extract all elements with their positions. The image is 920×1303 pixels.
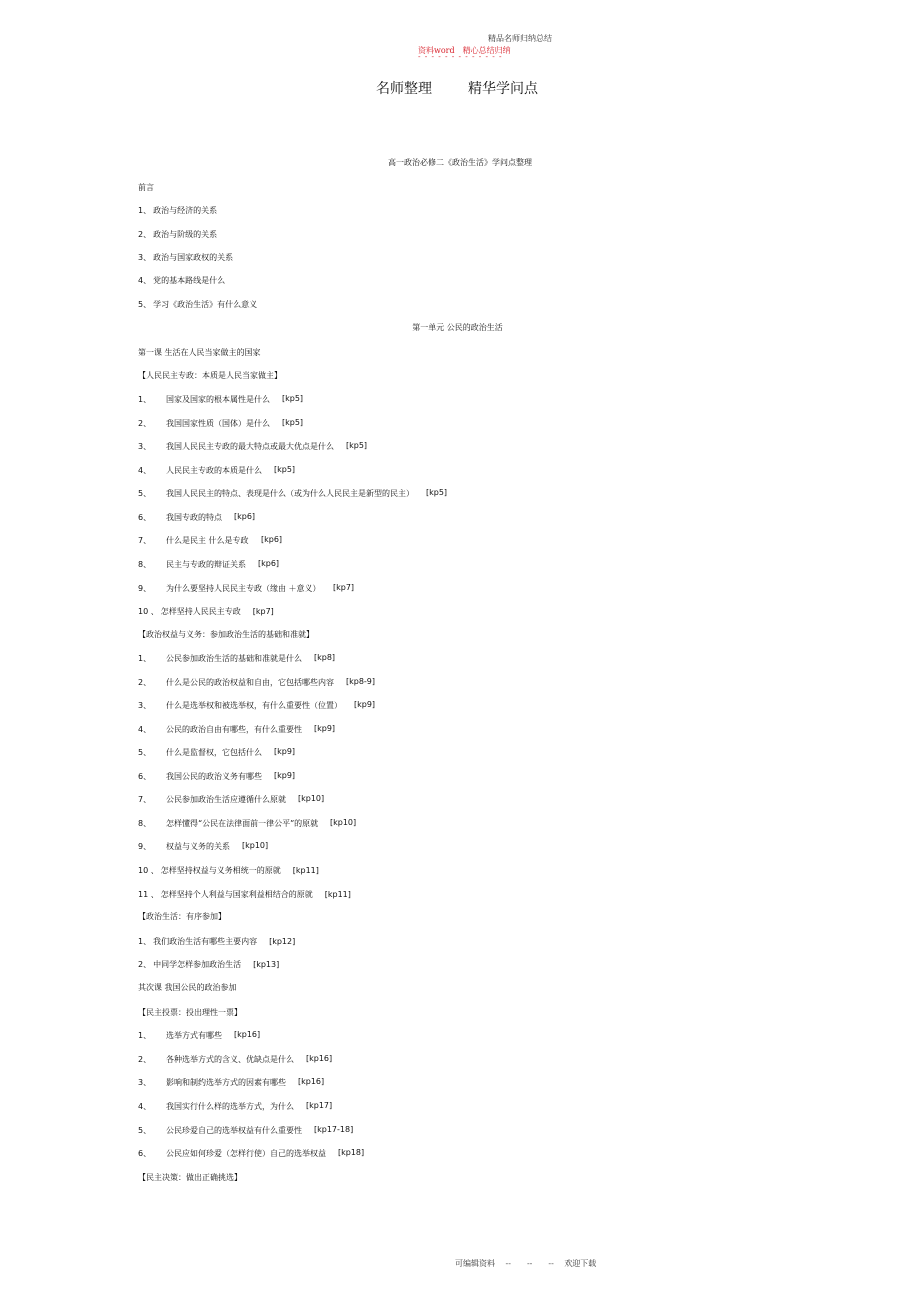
item-text: 我国人民民主的特点、表现是什么（或为什么人民民主是新型的民主） — [166, 489, 414, 498]
page-ref: [kp8-9] — [346, 677, 376, 686]
outline-item — [138, 653, 336, 664]
item-text: 公民珍爱自己的选举权益有什么重要性 — [166, 1126, 302, 1135]
item-number: 6、 — [138, 772, 152, 781]
item-number: 2、 — [138, 1055, 152, 1064]
item-number: 2、 — [138, 419, 152, 428]
item-number: 1、 — [138, 395, 152, 404]
outline-item — [138, 1125, 354, 1136]
item-text: 中同学怎样参加政治生活 — [153, 960, 242, 969]
unit-title: 第一单元 公民的政治生活 — [412, 323, 503, 332]
page-ref: [kp5] — [282, 418, 304, 427]
page-ref: [kp6] — [234, 512, 256, 521]
page-ref: [kp8] — [314, 653, 336, 662]
header-note: 精品名师归纳总结 — [488, 34, 552, 43]
item-number: 5、 — [138, 300, 152, 309]
item-number: 1、 — [138, 206, 152, 215]
outline-item — [138, 275, 225, 286]
outline-item — [138, 865, 319, 876]
page-ref: [kp10] — [242, 841, 269, 850]
outline-item — [138, 700, 376, 711]
outline-item — [138, 1030, 261, 1041]
page-title-part1: 名师整理 — [376, 81, 432, 97]
footer-dash: -- — [505, 1259, 511, 1268]
item-text: 【民主决策：做出正确挑选】 — [138, 1173, 242, 1182]
outline-item — [138, 441, 368, 452]
item-text: 政治与阶级的关系 — [153, 230, 218, 239]
outline-item — [138, 1007, 242, 1018]
page-ref: [kp11] — [292, 866, 319, 875]
item-number: 3、 — [138, 1078, 152, 1087]
item-text: 我国人民民主专政的最大特点或最大优点是什么 — [166, 442, 334, 451]
item-text: 各种选举方式的含义、优缺点是什么 — [166, 1055, 294, 1064]
page-ref: [kp9] — [354, 700, 376, 709]
outline-item — [138, 747, 296, 758]
item-text: 什么是民主 什么是专政 — [166, 536, 249, 545]
footer-dash: -- — [548, 1259, 554, 1268]
outline-item — [138, 794, 325, 805]
item-number: 5、 — [138, 1126, 152, 1135]
page-ref: [kp18] — [338, 1148, 365, 1157]
item-text: 我国国家性质（国体）是什么 — [166, 419, 270, 428]
page-ref: [kp11] — [324, 890, 351, 899]
item-text: 人民民主专政的本质是什么 — [166, 466, 262, 475]
item-number: 2、 — [138, 678, 152, 687]
page-ref: [kp6] — [261, 535, 283, 544]
outline-item — [138, 936, 295, 947]
item-number: 4、 — [138, 725, 152, 734]
item-number: 3、 — [138, 701, 152, 710]
item-text: 【政治权益与义务：参加政治生活的基础和准就】 — [138, 630, 314, 639]
item-text: 我国实行什么样的选举方式，为什么 — [166, 1102, 294, 1111]
page-ref: [kp5] — [274, 465, 296, 474]
header-red-left: 资料word — [418, 46, 455, 55]
footer-right: 欢迎下载 — [564, 1259, 597, 1268]
outline-item — [138, 982, 237, 993]
item-text: 党的基本路线是什么 — [153, 276, 226, 285]
item-text: 政治与经济的关系 — [153, 206, 218, 215]
item-text: 【人民民主专政：本质是人民当家做主】 — [138, 371, 282, 380]
page-ref: [kp5] — [346, 441, 368, 450]
item-number: 10 、 — [138, 607, 159, 616]
item-text: 学习《政治生活》有什么意义 — [153, 300, 258, 309]
header-red-dashes: - - - - - - - - - - - - - — [418, 53, 503, 61]
item-number: 7、 — [138, 536, 152, 545]
item-number: 6、 — [138, 513, 152, 522]
outline-item — [138, 583, 355, 594]
item-number: 4、 — [138, 1102, 152, 1111]
page-ref: [kp6] — [258, 559, 280, 568]
page-ref: [kp10] — [330, 818, 357, 827]
item-number: 10 、 — [138, 866, 159, 875]
outline-item — [138, 911, 226, 922]
header-red-right: 精心总结归纳 — [462, 46, 511, 55]
outline-item — [138, 559, 280, 570]
item-text: 【政治生活：有序参加】 — [138, 912, 226, 921]
item-text: 公民的政治自由有哪些，有什么重要性 — [166, 725, 302, 734]
item-text: 【民主投票：投出理性一票】 — [138, 1008, 242, 1017]
outline-item — [138, 677, 376, 688]
page-ref: [kp13] — [253, 960, 280, 969]
item-text: 我们政治生活有哪些主要内容 — [153, 937, 258, 946]
item-text: 公民应如何珍爱（怎样行使）自己的选举权益 — [166, 1149, 326, 1158]
page-ref: [kp16] — [298, 1077, 325, 1086]
item-number: 11 、 — [138, 890, 159, 899]
item-number: 1、 — [138, 937, 152, 946]
item-number: 7、 — [138, 795, 152, 804]
outline-item — [138, 818, 357, 829]
outline-item — [138, 418, 304, 429]
footer-dash: -- — [526, 1259, 533, 1268]
item-number: 3、 — [138, 253, 152, 262]
document-title: 高一政治必修二《政治生活》学问点整理 — [388, 158, 532, 167]
outline-item — [138, 535, 283, 546]
page-ref: [kp5] — [426, 488, 448, 497]
item-text: 选举方式有哪些 — [166, 1031, 222, 1040]
outline-item — [138, 841, 269, 852]
item-text: 我国专政的特点 — [166, 513, 222, 522]
outline-item — [138, 299, 257, 310]
item-text: 第一课 生活在人民当家做主的国家 — [138, 348, 261, 357]
item-number: 2、 — [138, 960, 152, 969]
item-text: 什么是公民的政治权益和自由，它包括哪些内容 — [166, 678, 334, 687]
page-title — [376, 78, 538, 98]
item-text: 权益与义务的关系 — [166, 842, 230, 851]
outline-item — [138, 512, 256, 523]
outline-item — [138, 1172, 242, 1183]
item-text: 怎样坚持权益与义务相统一的原就 — [160, 866, 281, 875]
item-number: 1、 — [138, 1031, 152, 1040]
footer — [455, 1258, 596, 1269]
outline-item — [138, 229, 217, 240]
page-ref: [kp7] — [333, 583, 355, 592]
outline-item — [138, 488, 448, 499]
page-ref: [kp5] — [282, 394, 304, 403]
outline-item — [138, 252, 233, 263]
item-number: 1、 — [138, 654, 152, 663]
page-ref: [kp16] — [234, 1030, 261, 1039]
outline-item — [138, 629, 314, 640]
page-ref: [kp16] — [306, 1054, 333, 1063]
item-text: 怎样坚持人民民主专政 — [160, 607, 241, 616]
item-text: 什么是监督权，它包括什么 — [166, 748, 262, 757]
outline-item — [138, 1054, 333, 1065]
item-number: 5、 — [138, 748, 152, 757]
item-text: 公民参加政治生活的基础和准就是什么 — [166, 654, 302, 663]
page-ref: [kp17-18] — [314, 1125, 354, 1134]
item-number: 6、 — [138, 1149, 152, 1158]
item-text: 我国公民的政治义务有哪些 — [166, 772, 262, 781]
item-number: 5、 — [138, 489, 152, 498]
item-text: 影响和制约选举方式的因素有哪些 — [166, 1078, 286, 1087]
page-ref: [kp12] — [269, 937, 296, 946]
outline-item — [138, 205, 217, 216]
outline-item — [138, 394, 304, 405]
item-number: 4、 — [138, 466, 152, 475]
item-text: 怎样懂得“公民在法律面前一律公平”的原就 — [166, 819, 319, 828]
outline-item — [138, 724, 336, 735]
page-ref: [kp9] — [274, 747, 296, 756]
item-number: 9、 — [138, 842, 152, 851]
item-number: 9、 — [138, 584, 152, 593]
item-number: 2、 — [138, 230, 152, 239]
item-text: 怎样坚持个人利益与国家利益相结合的原就 — [160, 890, 313, 899]
item-number: 3、 — [138, 442, 152, 451]
outline-item — [138, 959, 279, 970]
page-ref: [kp7] — [252, 607, 274, 616]
page-ref: [kp9] — [314, 724, 336, 733]
item-text: 公民参加政治生活应遵循什么原就 — [166, 795, 286, 804]
outline-item — [138, 1077, 325, 1088]
item-number: 8、 — [138, 560, 152, 569]
item-text: 什么是选举权和被选举权，有什么重要性（位置） — [166, 701, 342, 710]
outline-item — [138, 347, 261, 358]
item-text: 其次课 我国公民的政治参加 — [138, 983, 237, 992]
outline-item — [138, 606, 274, 617]
outline-item — [138, 771, 296, 782]
outline-item — [138, 182, 154, 193]
footer-left: 可编辑资料 — [455, 1259, 495, 1268]
item-text: 民主与专政的辩证关系 — [166, 560, 246, 569]
item-text: 前言 — [138, 183, 154, 192]
item-number: 8、 — [138, 819, 152, 828]
item-text: 政治与国家政权的关系 — [153, 253, 234, 262]
outline-item — [138, 370, 282, 381]
page-ref: [kp17] — [306, 1101, 333, 1110]
page-ref: [kp10] — [298, 794, 325, 803]
outline-item — [138, 1101, 333, 1112]
outline-item — [138, 1148, 365, 1159]
page-ref: [kp9] — [274, 771, 296, 780]
outline-item — [138, 465, 296, 476]
item-number: 4、 — [138, 276, 152, 285]
item-text: 国家及国家的根本属性是什么 — [166, 395, 270, 404]
outline-item — [138, 889, 351, 900]
item-text: 为什么要坚持人民民主专政（缘由 ＋意义） — [166, 584, 321, 593]
page-title-part2: 精华学问点 — [468, 81, 538, 97]
